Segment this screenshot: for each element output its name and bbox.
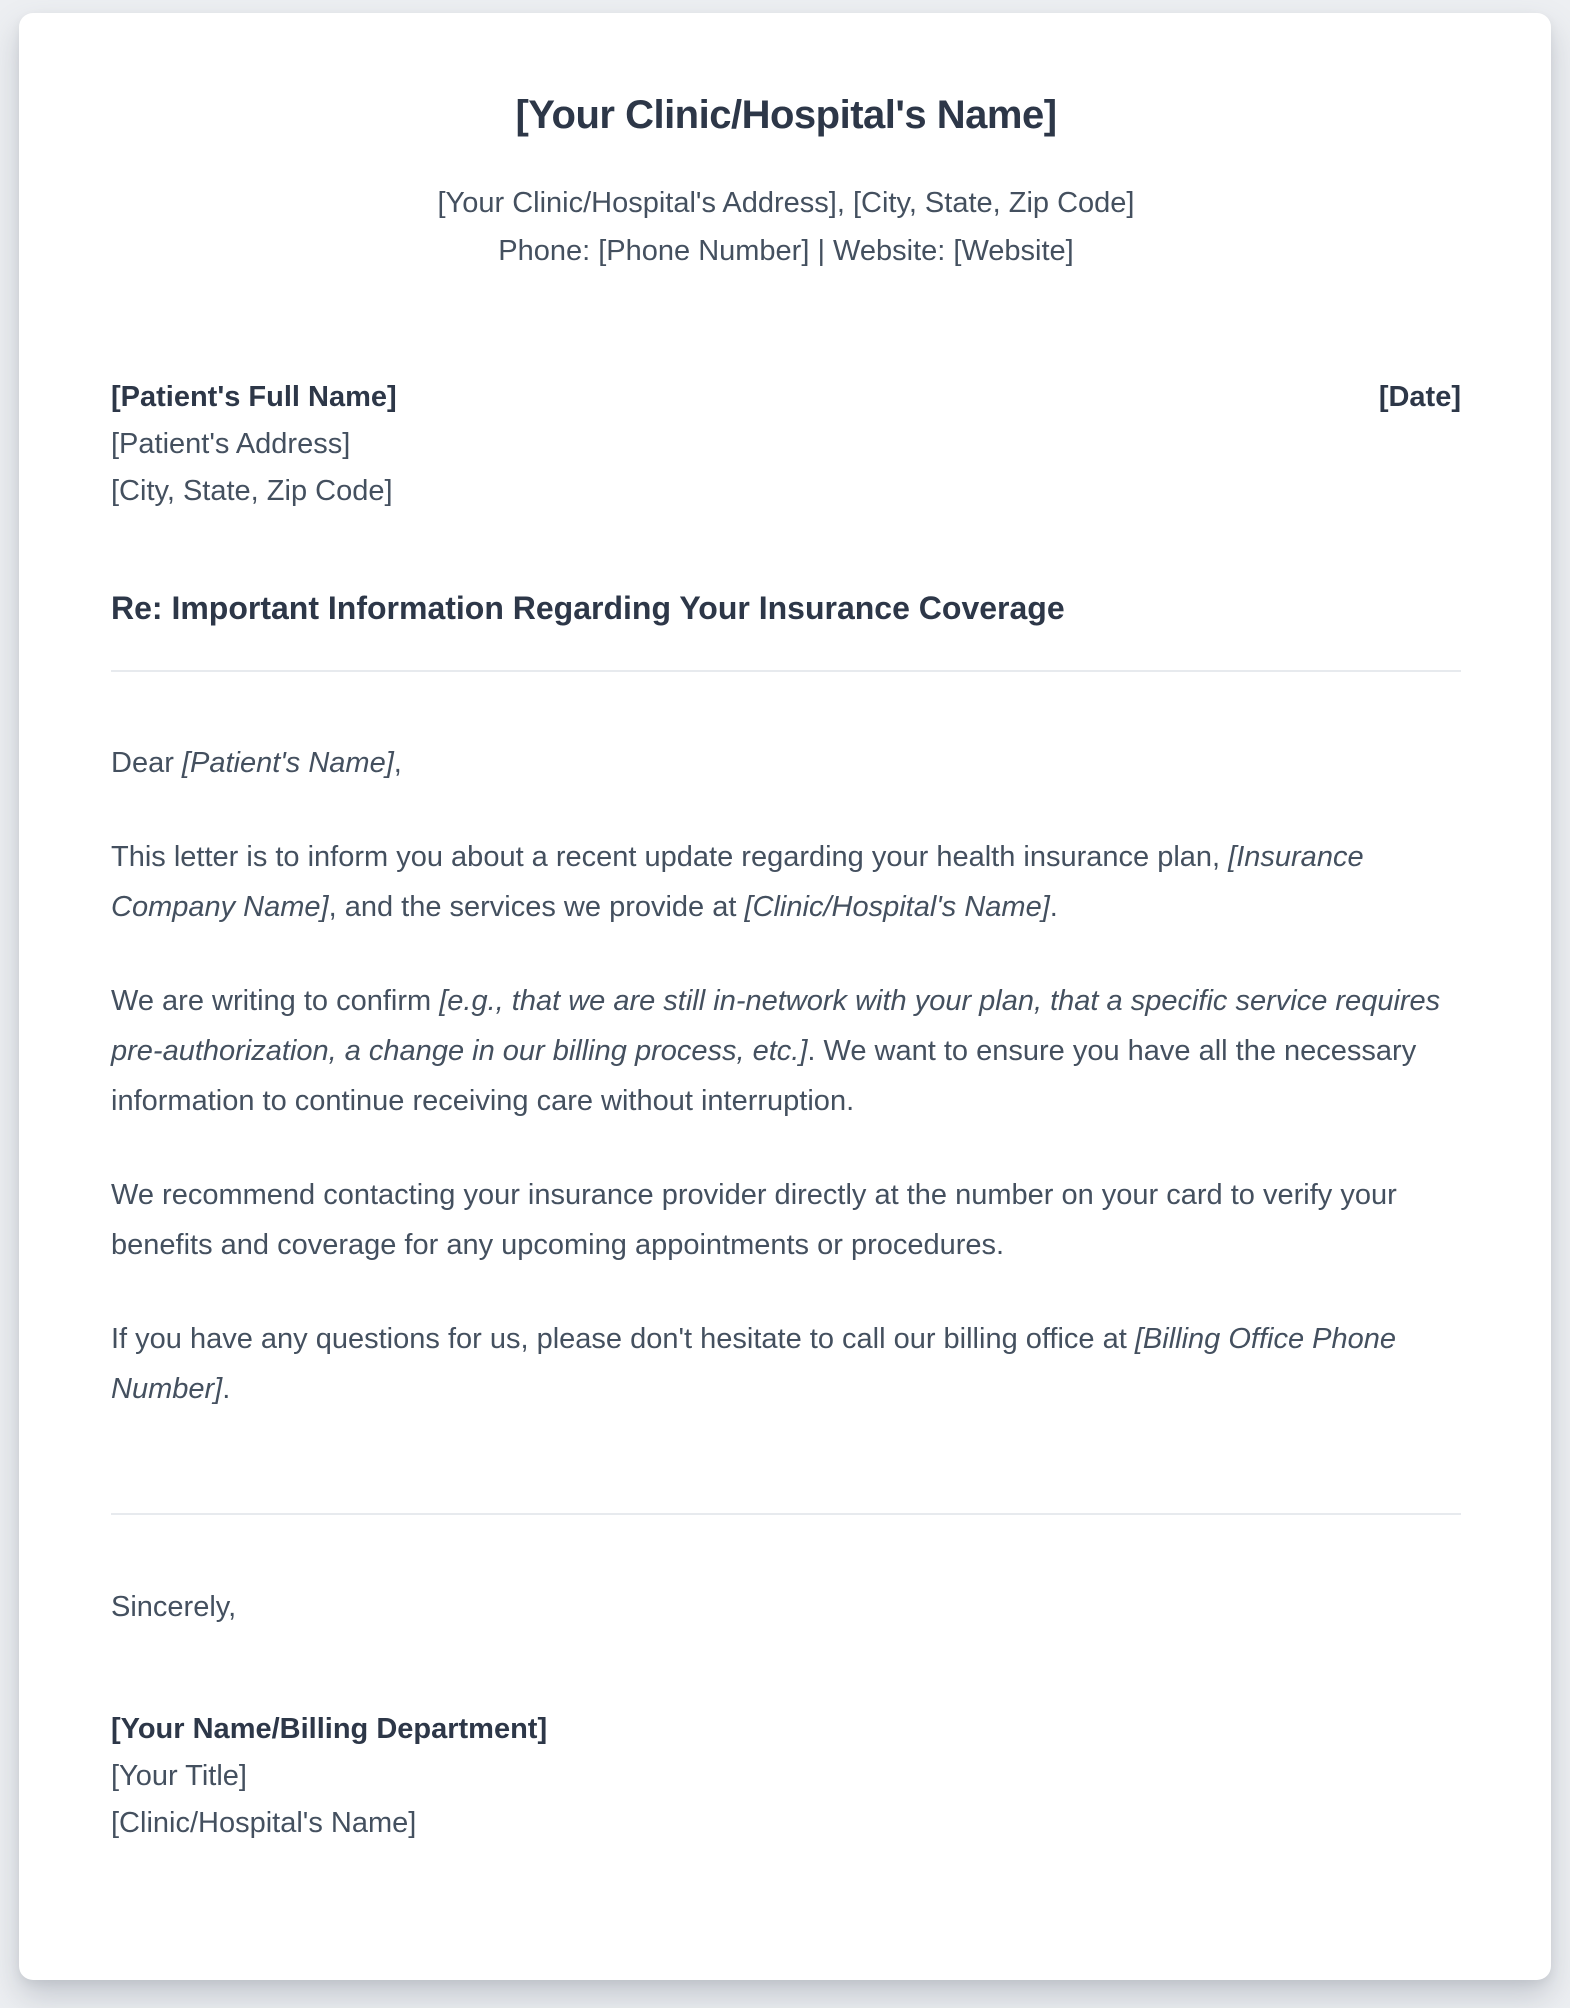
subject-line: Re: Important Information Regarding Your Insurance Coverage bbox=[111, 590, 1065, 626]
salutation-text: Dear bbox=[111, 747, 182, 779]
p4-text-1: If you have any questions for us, please don't hesitate to call our billing office at bbox=[111, 1323, 1135, 1355]
patient-address-line: [Patient's Address] bbox=[111, 428, 351, 460]
recipient-name-date-row bbox=[111, 374, 1461, 421]
body-paragraph-1 bbox=[111, 832, 1461, 932]
patient-name-placeholder: [Patient's Name] bbox=[181, 747, 394, 779]
p2-text-2: . We want to ensure you have all the necessary information to continue receiving care without interruption. bbox=[111, 1035, 1417, 1117]
clinic-name-placeholder: [Clinic/Hospital's Name] bbox=[744, 891, 1050, 923]
letter-card bbox=[19, 13, 1551, 1980]
signer-name: [Your Name/Billing Department] bbox=[111, 1713, 548, 1745]
p1-text-3: . bbox=[1049, 891, 1058, 923]
clinic-name-heading: [Your Clinic/Hospital's Name] bbox=[515, 93, 1057, 137]
confirmation-reason-placeholder: [e.g., that we are still in-network with your plan, that a specific service requires pre-authorization, a change in our billing process, etc.] bbox=[111, 985, 1441, 1067]
divider-top bbox=[111, 670, 1461, 672]
letter-date: [Date] bbox=[1378, 381, 1461, 413]
letter-header bbox=[111, 91, 1461, 275]
body-paragraph-3: We recommend contacting your insurance provider directly at the number on your card to verify your benefits and coverage for any upcoming appointments or procedures. bbox=[111, 1179, 1397, 1261]
letter-body bbox=[111, 738, 1461, 1414]
divider-bottom bbox=[111, 1513, 1461, 1515]
billing-phone-placeholder: [Billing Office Phone Number] bbox=[111, 1323, 1397, 1405]
patient-city-state-zip-line: [City, State, Zip Code] bbox=[111, 475, 393, 507]
p4-text-2: . bbox=[222, 1373, 231, 1405]
signature-block bbox=[111, 1706, 1461, 1847]
p1-text-1: This letter is to inform you about a recent update regarding your health insurance plan, bbox=[111, 841, 1229, 873]
recipient-block bbox=[111, 374, 1461, 515]
clinic-contact-block bbox=[111, 179, 1461, 275]
salutation-paragraph bbox=[111, 738, 1461, 788]
insurance-company-placeholder: [Insurance Company Name] bbox=[111, 841, 1364, 923]
body-paragraph-2 bbox=[111, 976, 1461, 1126]
signer-title: [Your Title] bbox=[111, 1760, 247, 1792]
patient-full-name: [Patient's Full Name] bbox=[111, 381, 397, 413]
p2-text-1: We are writing to confirm bbox=[111, 985, 440, 1017]
body-paragraph-4 bbox=[111, 1314, 1461, 1414]
clinic-address-line: [Your Clinic/Hospital's Address], [City, State, Zip Code] bbox=[437, 187, 1135, 219]
p1-text-2: , and the services we provide at bbox=[328, 891, 745, 923]
valediction: Sincerely, bbox=[111, 1591, 237, 1623]
signer-organization: [Clinic/Hospital's Name] bbox=[111, 1807, 417, 1839]
salutation-comma: , bbox=[393, 747, 402, 779]
clinic-phone-website-line: Phone: [Phone Number] | Website: [Website] bbox=[498, 235, 1074, 267]
